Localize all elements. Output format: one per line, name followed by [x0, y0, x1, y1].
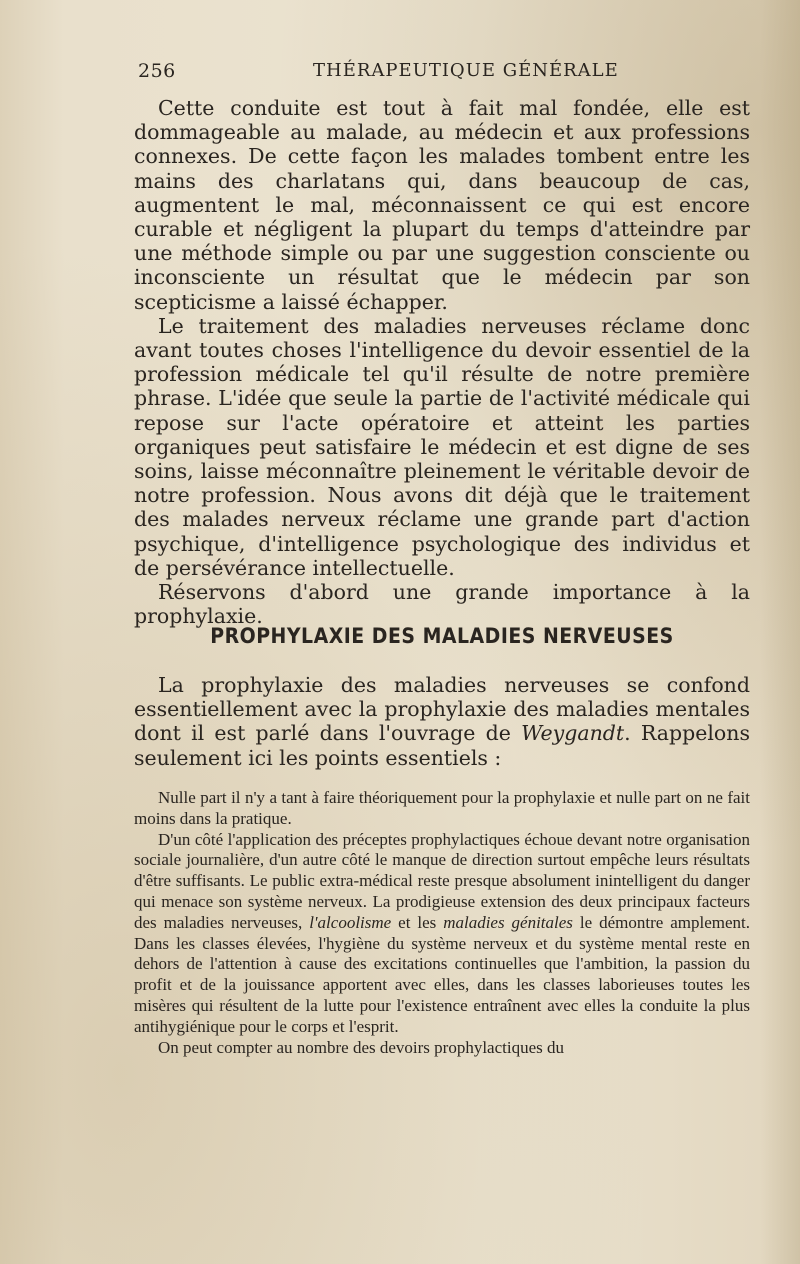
- paragraph-nulle-part-text: Nulle part il n'y a tant à faire théoriquement pour la prophylaxie et nulle part on ne fait moins dans la pratique.: [134, 788, 750, 828]
- paragraph-traitement: [134, 314, 750, 580]
- paragraph-reservons-text: Réservons d'abord une grande importance à la prophylaxie.: [134, 580, 750, 629]
- application-text-b: et les: [391, 912, 444, 932]
- application-text-c: le démontre amplement. Dans les classes élevées, l'hygiène du système nerveux et du système mental reste en dehors de l'attention à cause des excitations continuelles que l'ambition, la passion du profit et de la jouissance apportent avec elles, dans les classes laborieuses toutes les misères qui résultent de la lutte pour l'existence entraînent avec elles la conduite la plus antihygiénique pour le corps et l'esprit.: [134, 912, 750, 1036]
- page-number: 256: [138, 60, 176, 82]
- intro-text-after: . Rappelons seulement ici les points essentiels :: [134, 721, 750, 770]
- term-alcoolisme: l'alcoolisme: [309, 912, 392, 932]
- page-header: [138, 60, 750, 84]
- small-print-text: [134, 788, 750, 1058]
- paragraph-conduite: [134, 96, 750, 314]
- section-intro: [134, 673, 750, 770]
- section-heading: PROPHYLAXIE DES MALADIES NERVEUSES: [210, 624, 674, 648]
- paragraph-on-peut-text: On peut compter au nombre des devoirs prophylactiques du: [158, 1037, 565, 1057]
- term-maladies-genitales: maladies génitales: [443, 912, 573, 932]
- paragraph-reservons: [134, 580, 750, 628]
- paragraph-traitement-text: Le traitement des maladies nerveuses réclame donc avant toutes choses l'intelligence du devoir essentiel de la profession médicale tel qu'il résulte de notre première phrase. L'idée que seule la partie de l'activité médicale qui repose sur l'acte opératoire et atteint les parties organiques peut satisfaire le médecin et est digne de ses soins, laisse méconnaître pleinement le véritable devoir de notre profession. Nous avons dit déjà que le traitement des malades nerveux réclame une grande part d'action psychique, d'intelligence psychologique des individus et de persévérance intellectuelle.: [134, 313, 750, 580]
- application-text-a: D'un côté l'application des préceptes prophylactiques échoue devant notre organisation sociale journalière, d'un autre côté le manque de direction surtout empêche leurs résultats d'être suffisants. Le public extra-médical reste presque absolument inintelligent du danger qui menace son système nerveux. La prodigieuse extension des deux principaux facteurs des maladies nerveuses,: [134, 829, 750, 932]
- author-name: Weygandt: [521, 721, 625, 746]
- paragraph-conduite-text: Cette conduite est tout à fait mal fondée, elle est dommageable au malade, au médecin et aux professions connexes. De cette façon les malades tombent entre les mains des charlatans qui, dans beaucoup de cas, augmentent le mal, méconnaissent ce qui est encore curable et négligent la plupart du temps d'atteindre par une méthode simple ou par une suggestion consciente ou inconsciente un résultat que le médecin par son scepticisme a laissé échapper.: [134, 96, 750, 314]
- paragraph-nulle-part: [134, 788, 750, 830]
- paragraph-on-peut: [134, 1038, 750, 1059]
- intro-text-before: La prophylaxie des maladies nerveuses se confond essentiellement avec la prophylaxie des maladies mentales dont il est parlé dans l'ouvrage de: [134, 673, 750, 746]
- running-head: THÉRAPEUTIQUE GÉNÉRALE: [313, 60, 619, 81]
- paragraph-application: [134, 830, 750, 1038]
- paragraph-prophylaxie: [134, 673, 750, 770]
- main-text: [134, 96, 750, 628]
